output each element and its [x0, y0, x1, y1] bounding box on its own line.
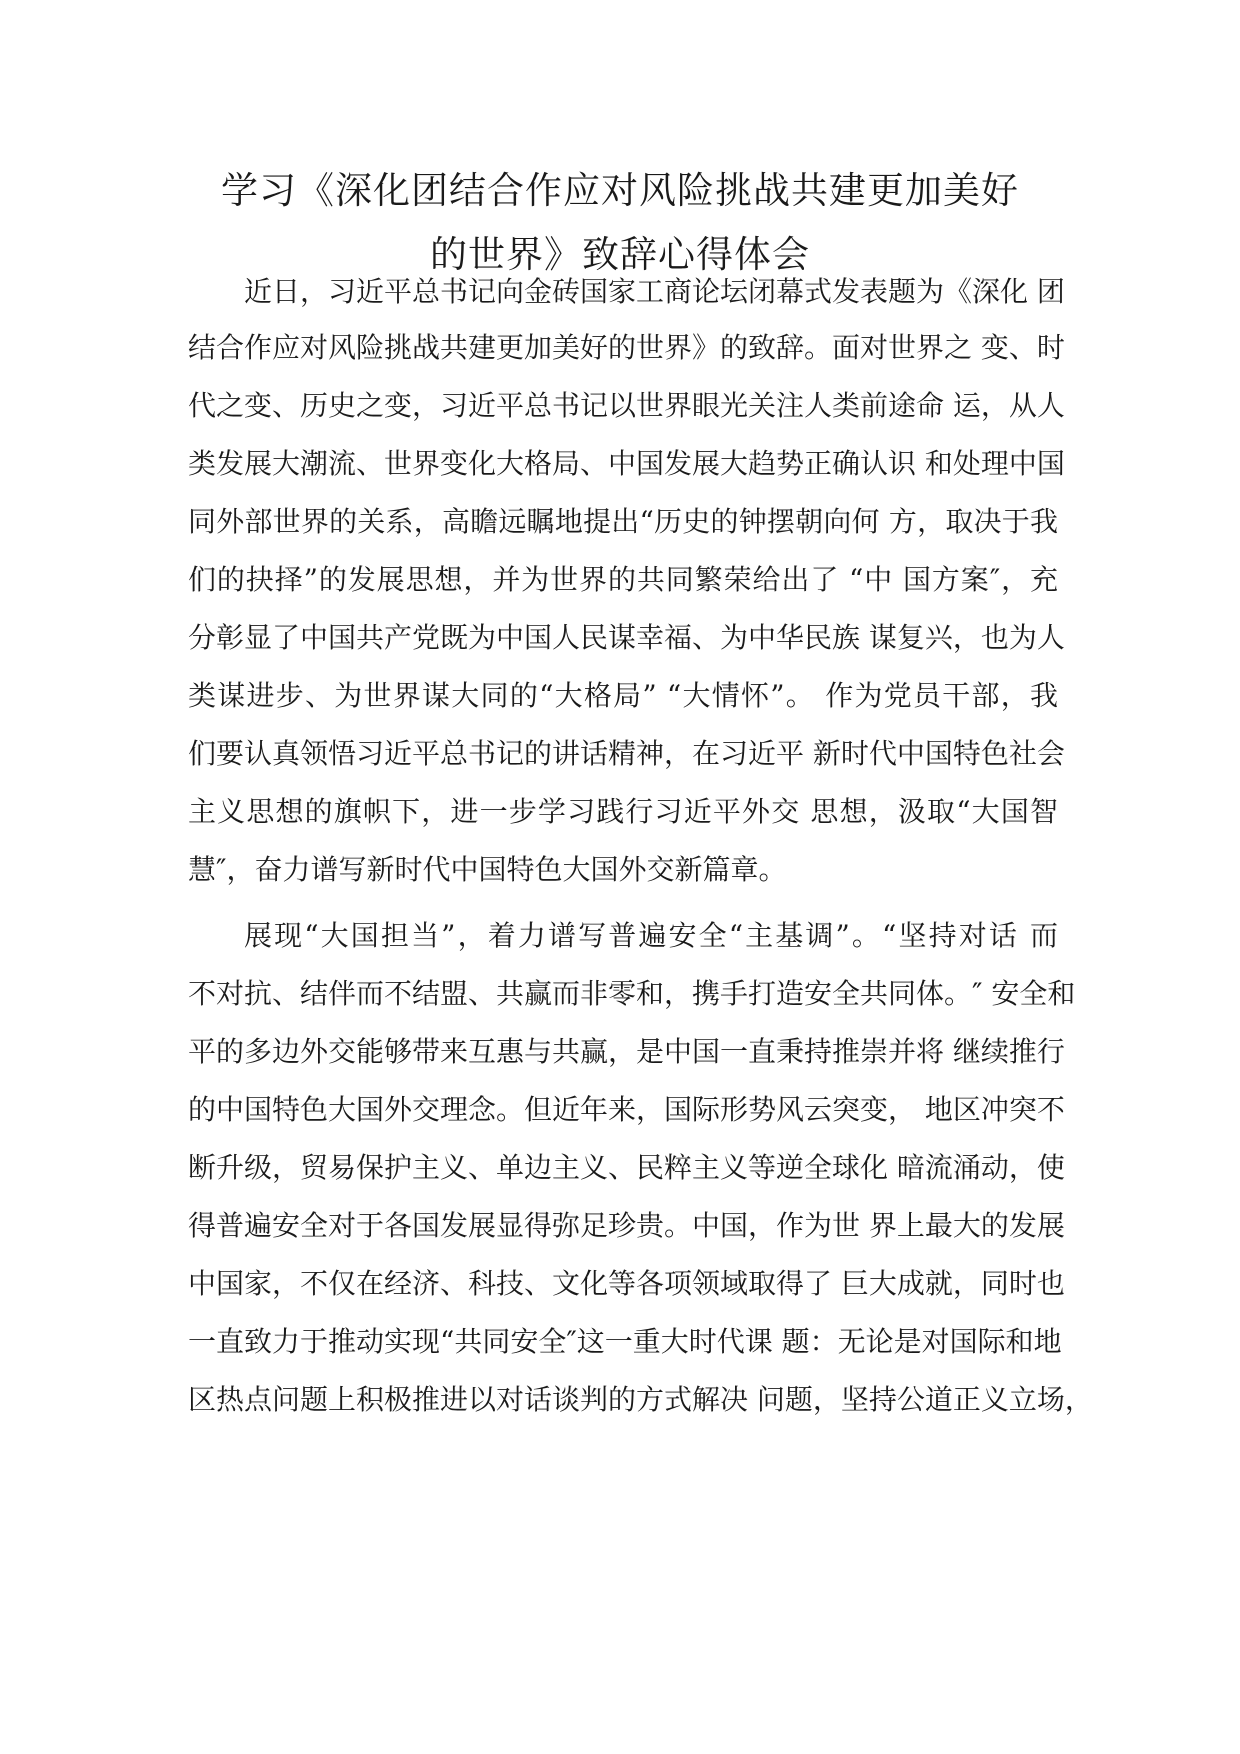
paragraph-1-line-6: 们的抉择”的发展思想，并为世界的共同繁荣给出了 “中 国方案″，充 — [188, 563, 1058, 596]
paragraph-2-line-2: 不对抗、结伴而不结盟、共赢而非零和，携手打造安全共同体。″ 安全和 — [188, 977, 1076, 1010]
paragraph-1-line-3: 代之变、历史之变，习近平总书记以世界眼光关注人类前途命 运，从人 — [188, 389, 1065, 422]
paragraph-2-line-8: 一直致力于推动实现“共同安全″这一重大时代课 题：无论是对国际和地 — [188, 1325, 1062, 1358]
paragraph-1-line-7: 分彰显了中国共产党既为中国人民谋幸福、为中华民族 谋复兴，也为人 — [188, 621, 1065, 654]
paragraph-1-line-8: 类谋进步、为世界谋大同的“大格局” “大情怀”。 作为党员干部，我 — [188, 679, 1058, 712]
paragraph-1-line-10: 主义思想的旗帜下，进一步学习践行习近平外交 思想，汲取“大国智 — [188, 795, 1058, 828]
paragraph-1-line-5: 同外部世界的关系，高瞻远瞩地提出“历史的钟摆朝向何 方，取决于我 — [188, 505, 1058, 538]
document-title-line-2: 的世界》致辞心得体会 — [430, 233, 810, 276]
paragraph-1-line-11: 慧″，奋力谱写新时代中国特色大国外交新篇章。 — [188, 853, 787, 886]
paragraph-2-line-3: 平的多边外交能够带来互惠与共赢，是中国一直秉持推崇并将 继续推行 — [188, 1035, 1065, 1068]
paragraph-1-line-4: 类发展大潮流、世界变化大格局、中国发展大趋势正确认识 和处理中国 — [188, 447, 1065, 480]
paragraph-2-line-4: 的中国特色大国外交理念。但近年来，国际形势风云突变， 地区冲突不 — [188, 1093, 1065, 1126]
paragraph-2-line-6: 得普遍安全对于各国发展显得弥足珍贵。中国，作为世 界上最大的发展 — [188, 1209, 1065, 1242]
paragraph-2-line-7: 中国家，不仅在经济、科技、文化等各项领域取得了 巨大成就，同时也 — [188, 1267, 1065, 1300]
paragraph-1-line-1: 近日，习近平总书记向金砖国家工商论坛闭幕式发表题为《深化 团 — [244, 275, 1065, 308]
document-title-line-1: 学习《深化团结合作应对风险挑战共建更加美好 — [221, 169, 1019, 212]
paragraph-2-line-1: 展现“大国担当”，着力谱写普遍安全“主基调”。“坚持对话 而 — [244, 919, 1058, 952]
paragraph-1-line-2: 结合作应对风险挑战共建更加美好的世界》的致辞。面对世界之 变、时 — [188, 331, 1065, 364]
paragraph-2-line-9: 区热点问题上积极推进以对话谈判的方式解决 问题，坚持公道正义立场， — [188, 1383, 1093, 1416]
paragraph-1-line-9: 们要认真领悟习近平总书记的讲话精神，在习近平 新时代中国特色社会 — [188, 737, 1065, 770]
paragraph-2-line-5: 断升级，贸易保护主义、单边主义、民粹主义等逆全球化 暗流涌动，使 — [188, 1151, 1065, 1184]
